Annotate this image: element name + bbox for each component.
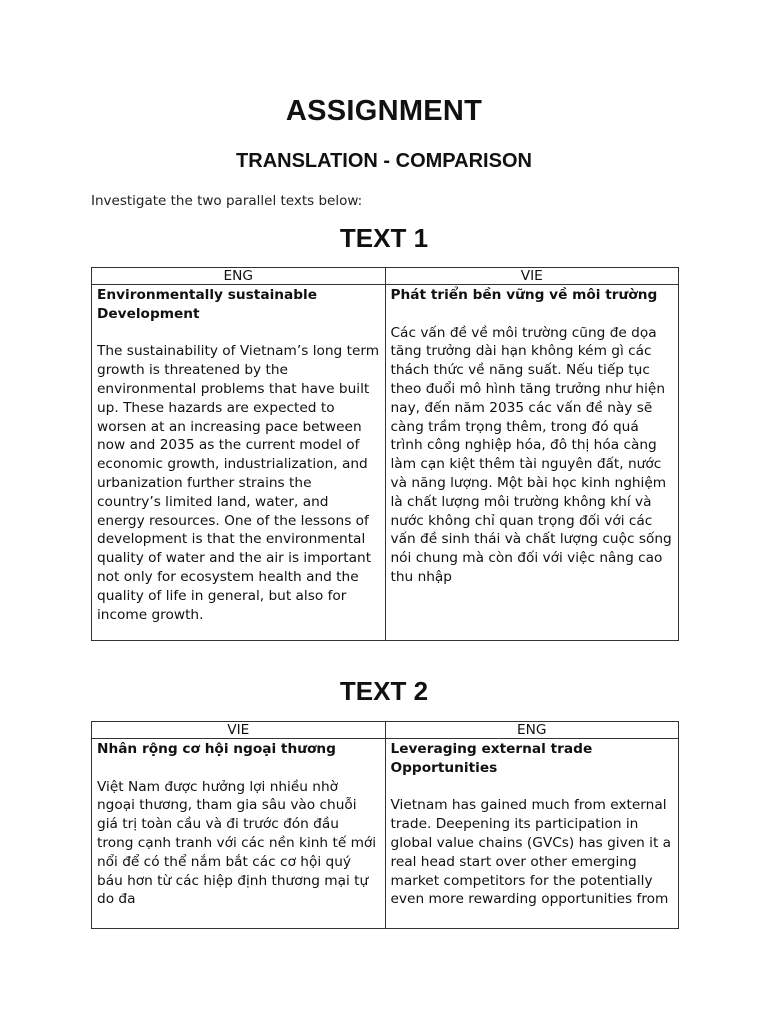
vie-section-title: Phát triển bền vững về môi trường [390,287,658,303]
eng-section-title: Leveraging external trade Opportunities [390,741,593,776]
eng-cell [92,285,386,641]
page-subtitle: TRANSLATION - COMPARISON [236,150,532,172]
page-title: ASSIGNMENT [285,95,483,127]
eng-section-body: Vietnam has gained much from external trade. Deepening its participation in global value chains (GVCs) has given it a real head start over other emerging market competitors for the potentially even more rewarding opportunities from [390,797,672,908]
intro-text: Investigate the two parallel texts below: [91,193,363,209]
column-header-eng: ENG [92,268,386,285]
eng-cell [385,739,679,929]
text1-table [91,267,679,641]
vie-section-body: Việt Nam được hưởng lợi nhiều nhờ ngoại thương, tham gia sâu vào chuỗi giá trị toàn cầu và đi trước đón đầu trong cạnh tranh với các nền kinh tế mới nổi để có thể nắm bắt các cơ hội quý báu hơn từ các hiệp định thương mại tự do đa [97,778,377,908]
table-row [92,739,679,929]
table-header-row [92,268,679,285]
vie-section-body: Các vấn đề về môi trường cũng đe dọa tăng trưởng dài hạn không kém gì các thách thức về năng suất. Nếu tiếp tục theo đuổi mô hình tăng trưởng như hiện nay, đến năm 2035 các vấn đề này sẽ càng trầm trọng thêm, trong đó quá trình công nghiệp hóa, đô thị hóa càng làm cạn kiệt thêm tài nguyên đất, nước và năng lượng. Một bài học kinh nghiệm là chất lượng môi trường không khí và nước không chỉ quan trọng đối với các vấn đề sinh thái và chất lượng cuộc sống nói chung mà còn đối với việc nâng cao thu nhập [390,324,672,585]
table-header-row [92,722,679,739]
text2-heading: TEXT 2 [339,676,429,706]
text1-heading: TEXT 1 [339,223,429,253]
table-row [92,285,679,641]
vie-cell [385,285,679,641]
vie-section-title: Nhân rộng cơ hội ngoại thương [97,741,336,757]
column-header-vie: VIE [92,722,386,739]
vie-cell [92,739,386,929]
eng-section-title: Environmentally sustainable Development [97,287,318,322]
eng-section-body: The sustainability of Vietnam’s long term growth is threatened by the environmental problems that have built up. These hazards are expected to worsen at an increasing pace between now and 2035 as the current model of economic growth, industrialization, and urbanization further strains the country’s limited land, water, and energy resources. One of the lessons of development is that the environmental quality of water and the air is important not only for ecosystem health and the quality of life in general, but also for income growth. [97,343,380,623]
text2-table [91,721,679,929]
column-header-eng: ENG [385,722,679,739]
column-header-vie: VIE [385,268,679,285]
